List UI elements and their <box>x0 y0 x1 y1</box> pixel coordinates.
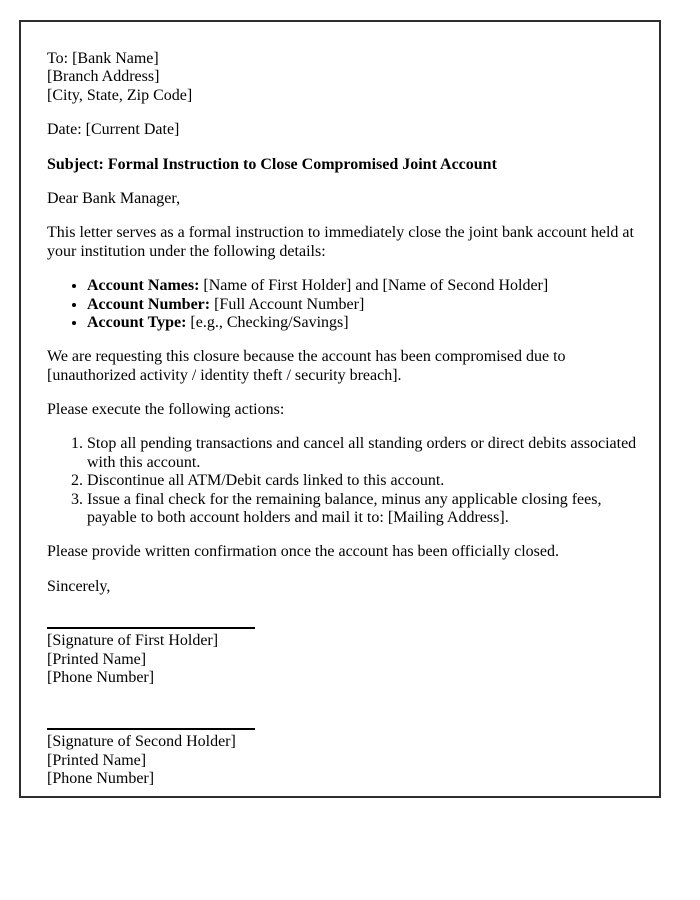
account-number-value: [Full Account Number] <box>214 295 365 313</box>
phone-number-first-holder: [Phone Number] <box>47 668 155 686</box>
account-number-label: Account Number: <box>87 295 211 313</box>
account-detail-item-type <box>87 314 647 332</box>
subject-line: Subject: Formal Instruction to Close Compromised Joint Account <box>47 155 497 173</box>
account-names-value: [Name of First Holder] and [Name of Second Holder] <box>203 277 549 295</box>
signature-label-second-holder: [Signature of Second Holder] <box>47 733 236 751</box>
printed-name-first-holder: [Printed Name] <box>47 650 147 668</box>
phone-number-second-holder: [Phone Number] <box>47 770 155 788</box>
account-detail-item-number <box>87 296 647 314</box>
account-type-value: [e.g., Checking/Savings] <box>190 313 349 331</box>
signature-block-first-holder <box>47 612 647 687</box>
printed-name-second-holder: [Printed Name] <box>47 751 147 769</box>
account-details-list <box>47 277 647 332</box>
salutation: Dear Bank Manager, <box>47 189 181 207</box>
letter-page <box>19 20 661 798</box>
action-item-discontinue-cards: 2. Discontinue all ATM/Debit cards linked to this account. <box>87 472 647 490</box>
closing-line: Sincerely, <box>47 577 111 595</box>
actions-list <box>47 435 647 527</box>
date-line: Date: [Current Date] <box>47 121 180 139</box>
recipient-address-block <box>47 50 647 105</box>
recipient-line-branch-address: [Branch Address] <box>47 68 160 86</box>
intro-paragraph: This letter serves as a formal instruction to immediately close the joint bank account held at your institution under the following details: <box>47 224 634 260</box>
actions-intro-paragraph: Please execute the following actions: <box>47 401 285 419</box>
action-item-stop-transactions: 1. Stop all pending transactions and cancel all standing orders or direct debits associated with this account. <box>87 435 647 472</box>
action-item-issue-check: 3. Issue a final check for the remaining balance, minus any applicable closing fees, payable to both account holders and mail it to: [Mailing Address]. <box>87 491 647 528</box>
recipient-line-bank-name: To: [Bank Name] <box>47 50 159 67</box>
signature-rule-first-holder <box>47 612 255 629</box>
account-type-label: Account Type: <box>87 313 187 331</box>
confirmation-paragraph: Please provide written confirmation once the account has been officially closed. <box>47 543 559 561</box>
signature-rule-second-holder <box>47 713 255 730</box>
account-names-label: Account Names: <box>87 277 200 295</box>
account-detail-item-names <box>87 277 647 295</box>
signature-block-second-holder <box>47 713 647 788</box>
reason-paragraph: We are requesting this closure because the account has been compromised due to [unauthorized activity / identity theft / security breach]. <box>47 348 566 384</box>
recipient-line-city-state-zip: [City, State, Zip Code] <box>47 86 193 104</box>
signature-label-first-holder: [Signature of First Holder] <box>47 632 219 650</box>
